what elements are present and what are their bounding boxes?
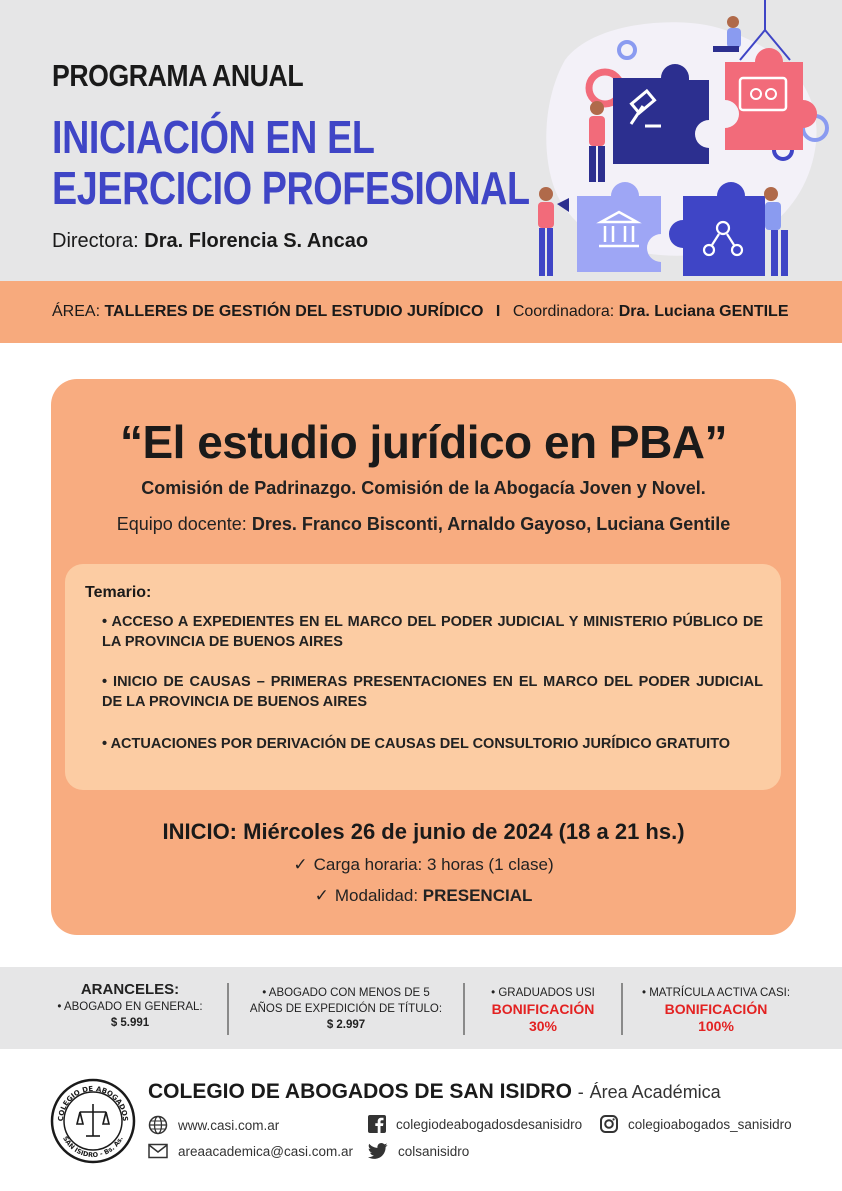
website-text: www.casi.com.ar [178,1117,280,1133]
fee-young-price: $ 2.997 [326,1019,366,1031]
fee-casi-percent: 100% [698,1018,734,1034]
facebook-text: colegiodeabogadosdesanisidro [396,1116,583,1132]
area-separator: I [495,303,501,320]
area-name: TALLERES DE GESTIÓN DEL ESTUDIO JURÍDICO [104,303,484,320]
fee-divider [227,983,229,1035]
course-title: “El estudio jurídico en PBA” [119,416,728,468]
facebook-link[interactable] [368,1115,582,1133]
fee-usi-label: • GRADUADOS USI [491,987,595,999]
fee-usi [474,985,612,1035]
coordinator-name: Dra. Luciana GENTILE [618,303,789,320]
program-title-line-1: INICIACIÓN EN EL [52,111,375,163]
email-text: areaacademica@casi.com.ar [178,1143,354,1159]
twitter-link[interactable] [368,1143,469,1159]
colegio-logo [50,1078,136,1164]
program-label: PROGRAMA ANUAL [52,58,304,93]
fee-general-price: $ 5.991 [110,1017,150,1029]
director-label: Directora: [52,230,139,252]
area-bar [0,281,842,343]
topics-title: Temario: [85,584,152,601]
fee-young [238,985,454,1033]
fee-divider [463,983,465,1035]
commission: Comisión de Padrinazgo. Comisión de la Abogacía Joven y Novel. [141,478,706,498]
instagram-text: colegioabogados_sanisidro [628,1116,792,1132]
fee-general [50,981,210,1031]
check-icon: ✓ [314,886,329,905]
teaching-team [51,514,796,535]
modality [51,886,796,906]
logo-text-top: COLEGIO DE ABOGADOS [56,1084,130,1122]
instagram-icon [600,1115,618,1133]
workload [51,855,796,875]
fee-usi-bonus: BONIFICACIÓN [491,1001,595,1017]
director [52,230,368,253]
instagram-link[interactable] [600,1115,792,1133]
modality-label: Modalidad: [334,886,419,905]
modality-value: PRESENCIAL [422,886,533,905]
topic-item: • ACTUACIONES POR DERIVACIÓN DE CAUSAS DEL CONSULTORIO JURÍDICO GRATUITO [102,736,731,752]
team-label: Equipo docente: [116,514,247,534]
course-card [51,379,796,935]
fee-casi-bonus: BONIFICACIÓN [664,1001,768,1017]
header [0,0,842,281]
footer-title [148,1080,721,1104]
org-name: COLEGIO DE ABOGADOS DE SAN ISIDRO [148,1080,572,1103]
fee-usi-percent: 30% [528,1018,558,1034]
mail-icon [148,1143,168,1159]
facebook-icon [368,1115,386,1133]
start-date: INICIO: Miércoles 26 de junio de 2024 (18 a 21 hs.) [162,819,685,844]
twitter-icon [368,1143,388,1159]
topic-item: • ACCESO A EXPEDIENTES EN EL MARCO DEL PODER JUDICIAL Y MINISTERIO PÚBLICO DE LA PROVINCIA DE BUENOS AIRES [102,614,763,650]
puzzle-illustration [525,0,842,281]
department-name: Área Académica [589,1082,721,1102]
twitter-text: colsanisidro [398,1143,470,1159]
topic-item: • INICIO DE CAUSAS – PRIMERAS PRESENTACIONES EN EL MARCO DEL PODER JUDICIAL DE LA PROVINCIA DE BUENOS AIRES [102,674,763,710]
area-info [52,303,789,321]
area-label: ÁREA: [52,303,101,320]
fee-casi [632,985,800,1035]
fee-divider [621,983,623,1035]
fee-general-label: • ABOGADO EN GENERAL: [57,1001,203,1013]
website-link[interactable] [148,1115,279,1135]
email-link[interactable] [148,1143,353,1159]
program-title [52,112,530,214]
person-figure [538,187,569,276]
program-title-line-2: EJERCICIO PROFESIONAL [52,162,530,214]
title-dash: - [577,1082,584,1102]
coordinator-label: Coordinadora: [512,303,615,320]
fees-title: ARANCELES: [80,981,180,998]
team-names: Dres. Franco Bisconti, Arnaldo Gayoso, Luciana Gentile [251,514,731,534]
check-icon: ✓ [293,855,308,874]
globe-icon [148,1115,168,1135]
director-name: Dra. Florencia S. Ancao [144,230,369,252]
logo-text-bottom: SAN ISIDRO - Bs. As. [61,1134,125,1160]
fee-young-label-1: • ABOGADO CON MENOS DE 5 [262,987,430,999]
fee-casi-label: • MATRÍCULA ACTIVA CASI: [641,987,791,999]
topics-box [65,564,781,790]
fee-young-label-2: AÑOS DE EXPEDICIÓN DE TÍTULO: [249,1003,443,1015]
workload-text: Carga horaria: 3 horas (1 clase) [313,855,554,874]
fees-bar [0,967,842,1049]
